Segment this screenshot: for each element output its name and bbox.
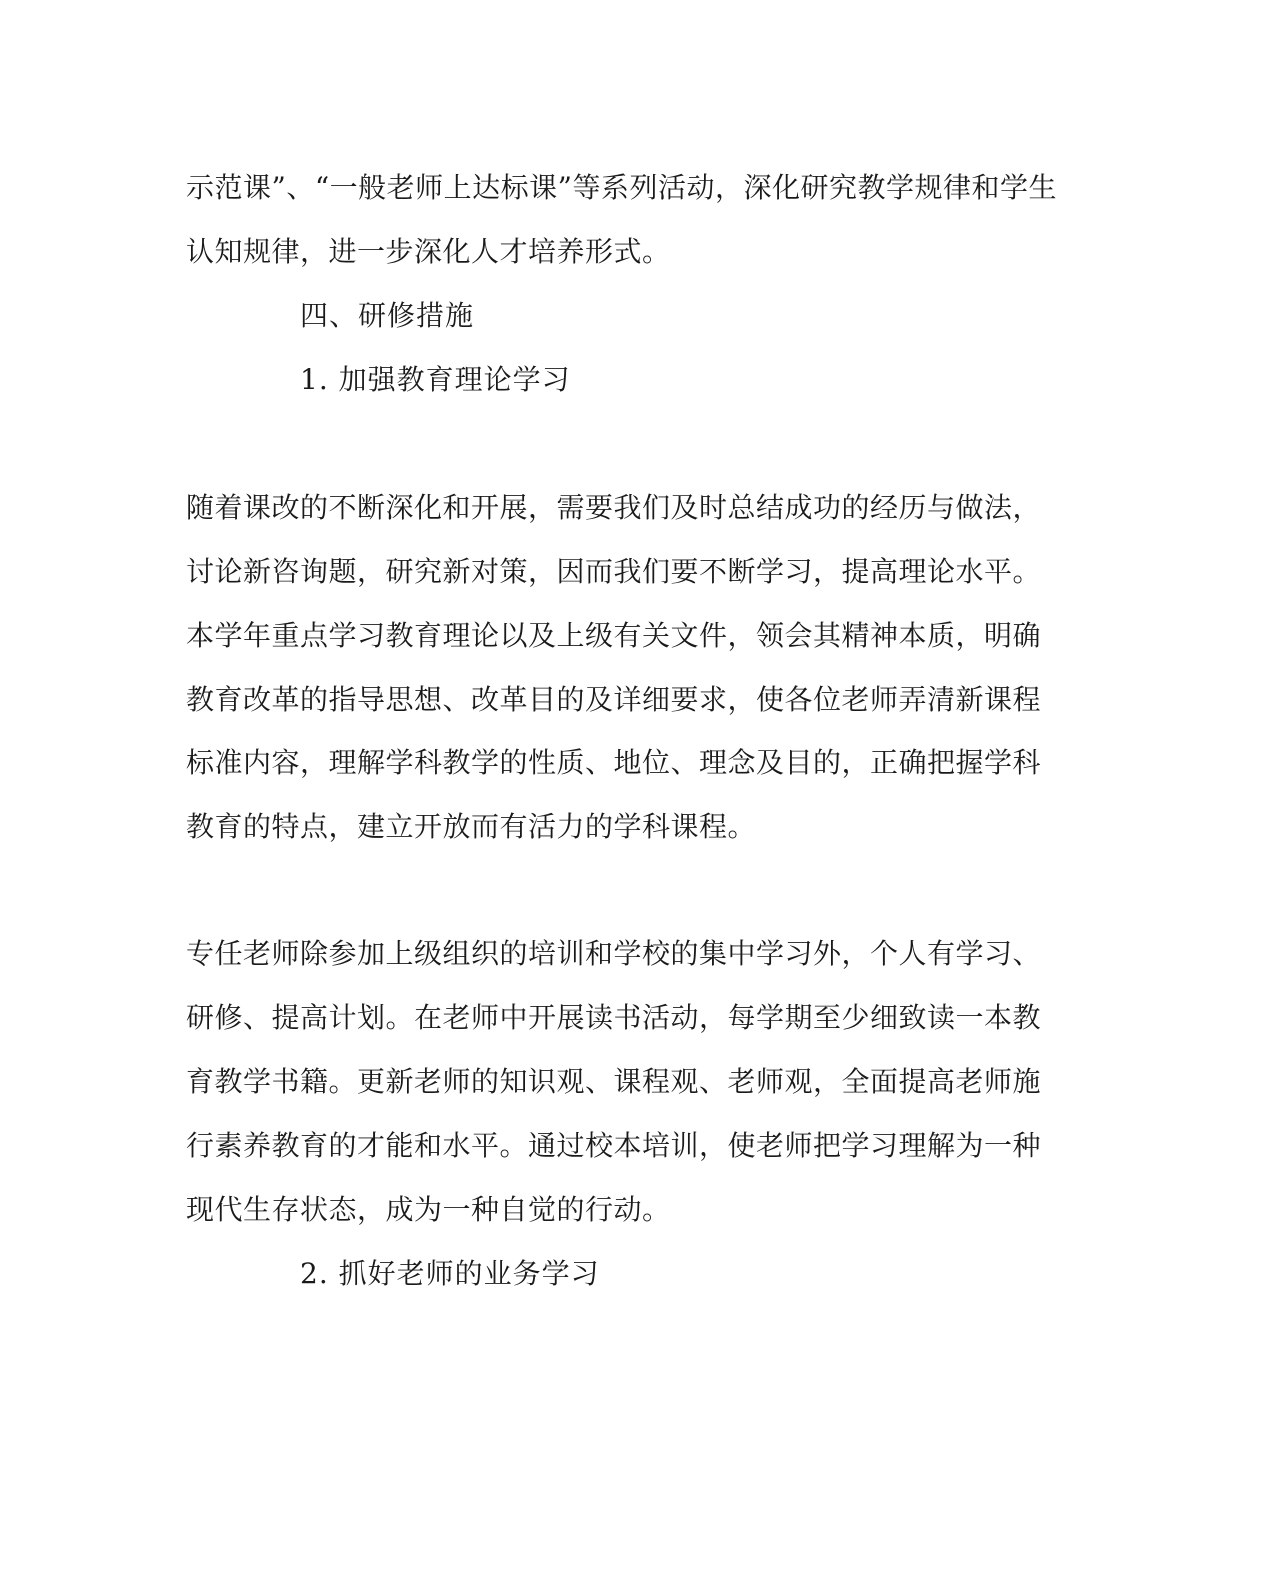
section-heading: 四、研修措施 <box>300 299 475 332</box>
paragraph-line: 本学年重点学习教育理论以及上级有关文件，领会其精神本质，明确 <box>186 619 1042 652</box>
paragraph-line: 行素养教育的才能和水平。通过校本培训，使老师把学习理解为一种 <box>186 1129 1042 1162</box>
paragraph-line: 标准内容，理解学科教学的性质、地位、理念及目的，正确把握学科 <box>186 746 1042 779</box>
paragraph-line: 教育的特点，建立开放而有活力的学科课程。 <box>186 810 757 843</box>
subsection-heading: 1. 加强教育理论学习 <box>300 363 571 396</box>
paragraph-line: 认知规律，进一步深化人才培养形式。 <box>186 235 671 268</box>
paragraph-line: 育教学书籍。更新老师的知识观、课程观、老师观，全面提高老师施 <box>186 1065 1042 1098</box>
paragraph-line: 示范课”、“一般老师上达标课”等系列活动，深化研究教学规律和学生 <box>186 171 1057 204</box>
subsection-heading: 2. 抓好老师的业务学习 <box>300 1257 600 1290</box>
paragraph-line: 讨论新咨询题，研究新对策，因而我们要不断学习，提高理论水平。 <box>186 555 1042 588</box>
paragraph-line: 现代生存状态，成为一种自觉的行动。 <box>186 1193 671 1226</box>
paragraph-line: 专任老师除参加上级组织的培训和学校的集中学习外，个人有学习、 <box>186 937 1042 970</box>
paragraph-line: 研修、提高计划。在老师中开展读书活动，每学期至少细致读一本教 <box>186 1001 1042 1034</box>
paragraph-line: 随着课改的不断深化和开展，需要我们及时总结成功的经历与做法， <box>186 491 1042 524</box>
paragraph-line: 教育改革的指导思想、改革目的及详细要求，使各位老师弄清新课程 <box>186 683 1042 716</box>
